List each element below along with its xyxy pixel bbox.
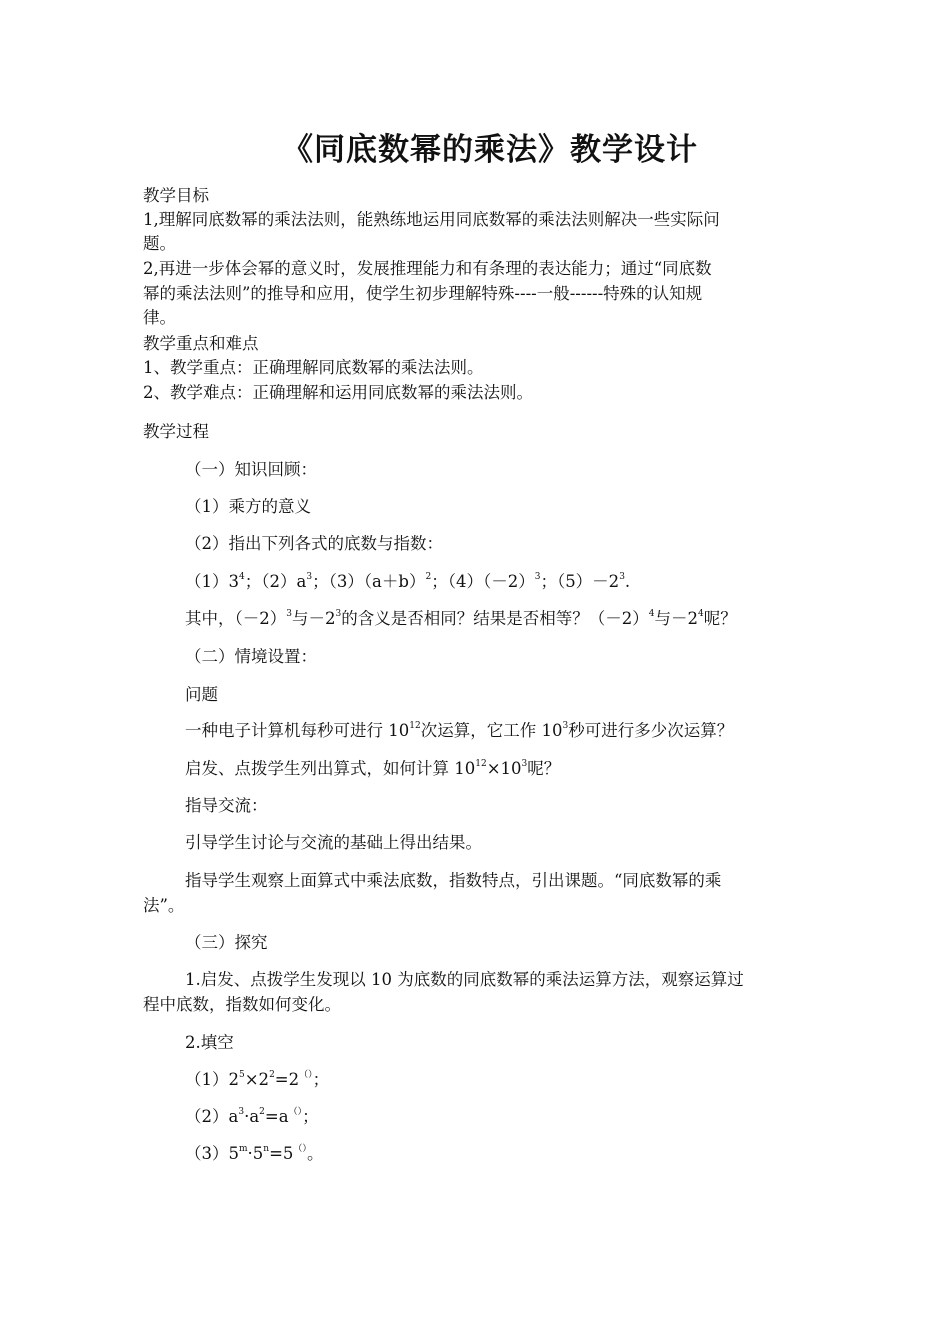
- process-heading: 教学过程: [143, 422, 209, 441]
- fill-blank-1: $(1)2^5\times 2^2=2^{()}$；: [185, 1069, 330, 1089]
- discussion-text: 引导学生讨论与交流的基础上得出结果。: [185, 833, 482, 852]
- section-review: （一）知识回顾：: [185, 460, 317, 479]
- hint-text: 启发、点拨学生列出算式，如何计算 $10^{12}\times 10^3$呢？: [185, 758, 561, 778]
- fill-blank-2: $(2)a^3\cdot a^2=a^{()}$；: [185, 1106, 319, 1126]
- document-title: 《同底数幂的乘法》教学设计: [282, 132, 698, 168]
- objective-2-line-3: 律。: [143, 308, 176, 327]
- review-item-2: （2）指出下列各式的底数与指数：: [185, 534, 443, 553]
- objective-2-line-2: 幂的乘法法则”的推导和应用，使学生初步理解特殊----一般------特殊的认知规: [143, 284, 703, 303]
- teaching-difficulty: 2、教学难点：正确理解和运用同底数幂的乘法法则。: [143, 383, 533, 402]
- teaching-focus: 1、教学重点：正确理解同底数幂的乘法法则。: [143, 358, 484, 377]
- section-explore: （三）探究: [185, 933, 268, 952]
- explore-item-1-line-2: 程中底数，指数如何变化。: [143, 995, 341, 1014]
- review-exercise-list: $(1)3^4$；$(2)a^3$；$(3)(a+b)^2$；$(4)(-2)^3$；$(5)-2^3$.: [185, 571, 631, 591]
- question-label: 问题: [185, 685, 218, 704]
- review-item-1: （1）乘方的意义: [185, 497, 311, 516]
- observe-line-2: 法”。: [143, 896, 185, 915]
- explore-item-1-line-1: 1.启发、点拨学生发现以 10 为底数的同底数幂的乘法运算方法，观察运算过: [185, 970, 744, 989]
- objective-1-line-1: 1,理解同底数幂的乘法法则，能熟练地运用同底数幂的乘法法则解决一些实际问: [143, 210, 720, 229]
- key-points-heading: 教学重点和难点: [143, 334, 259, 353]
- guide-label: 指导交流：: [185, 796, 268, 815]
- review-comparison-question: 其中，$(-2)^3$与$-2^3$的含义是否相同？结果是否相等？$(-2)^4$与$-2^4$呢？: [185, 608, 737, 628]
- objective-2-line-1: 2,再进一步体会幂的意义时，发展推理能力和有条理的表达能力；通过“同底数: [143, 259, 712, 278]
- question-text: 一种电子计算机每秒可进行 $10^{12}$次运算，它工作 $10^3$秒可进行多少次运算？: [185, 720, 734, 740]
- objectives-heading: 教学目标: [143, 186, 209, 205]
- objective-1-line-2: 题。: [143, 234, 176, 253]
- section-scenario: （二）情境设置：: [185, 647, 317, 666]
- fill-blank-heading: 2.填空: [185, 1033, 234, 1052]
- observe-line-1: 指导学生观察上面算式中乘法底数，指数特点，引出课题。“同底数幂的乘: [185, 871, 722, 890]
- fill-blank-3: $(3)5^m\cdot 5^n=5^{()}$。: [185, 1143, 324, 1163]
